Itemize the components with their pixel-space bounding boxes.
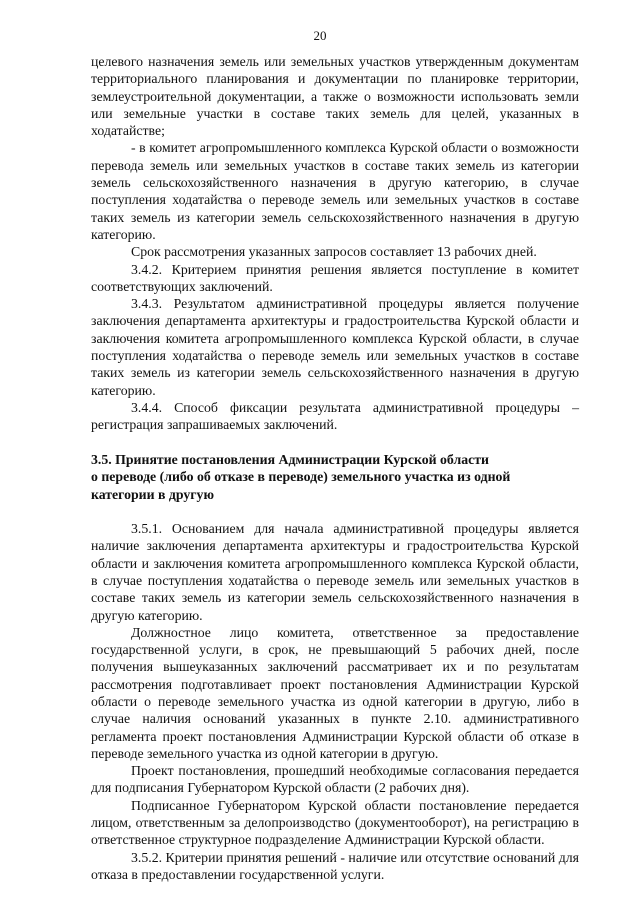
section-heading-line: 3.5. Принятие постановления Администрации Курской области (91, 451, 489, 467)
paragraph: Проект постановления, прошедший необходимые согласования передается для подписания Губернатором Курской области (2 рабочих дня). (91, 763, 579, 796)
document-body (91, 53, 579, 883)
paragraph: 3.5.2. Критерии принятия решений - наличие или отсутствие оснований для отказа в предоставлении государственной услуги. (91, 849, 579, 882)
section-heading (91, 451, 579, 504)
paragraph: Подписанное Губернатором Курской области постановление передается лицом, ответственным за делопроизводство (документооборот), на регистрацию в ответственное структурное подразделение Администрации Курской области. (91, 797, 579, 848)
page-number: 20 (313, 28, 327, 43)
section-heading-line: категории в другую (91, 486, 214, 502)
paragraph: целевого назначения земель или земельных участков утвержденным документам территориального планирования и документации по планировке территории, землеустроительной документации, а также о возможности использовать земли или земельные участки в составе таких земель для целей, указанных в ходатайстве; (91, 54, 579, 139)
paragraph: 3.4.3. Результатом административной процедуры является получение заключения департамента архитектуры и градостроительства Курской области и заключения комитета агропромышленного комплекса Курской области, в случае поступления ходатайства о переводе земель или земельных участков в составе таких земель из категории земель сельскохозяйственного назначения в другую категорию. (91, 296, 579, 398)
spacer (91, 503, 579, 520)
paragraph: 3.4.2. Критерием принятия решения является поступление в комитет соответствующих заключений. (91, 261, 579, 294)
spacer (91, 434, 579, 451)
paragraph: Срок рассмотрения указанных запросов составляет 13 рабочих дней. (131, 244, 537, 260)
list-item: - в комитет агропромышленного комплекса Курской области о возможности перевода земель или земельных участков в составе таких земель из категории земель сельскохозяйственного назначения в другую категорию, в случае поступления ходатайства о переводе земель или земельных участков в составе таких земель из категории земель сельскохозяйственного назначения в другую категорию. (91, 140, 579, 242)
section-heading-line: о переводе (либо об отказе в переводе) земельного участка из одной (91, 469, 511, 485)
paragraph: Должностное лицо комитета, ответственное за предоставление государственной услуги, в срок, не превышающий 5 рабочих дней, после получения вышеуказанных заключений рассматривает их и по результатам рассмотрения подготавливает проект постановления Администрации Курской области о переводе земельного участка из одной категории в другую, либо в случае наличия оснований указанных в пункте 2.10. административного регламента проект постановления Администрации Курской области об отказе в переводе земельного участка из одной категории в другую. (91, 624, 579, 761)
paragraph: 3.5.1. Основанием для начала административной процедуры является наличие заключения департамента архитектуры и градостроительства Курской области и заключения комитета агропромышленного комплекса Курской области, в случае поступления ходатайства о переводе земель или земельных участков в составе таких земель из категории земель сельскохозяйственного назначения в другую категорию. (91, 521, 579, 623)
paragraph: 3.4.4. Способ фиксации результата административной процедуры – регистрация запрашиваемых заключений. (91, 399, 579, 433)
